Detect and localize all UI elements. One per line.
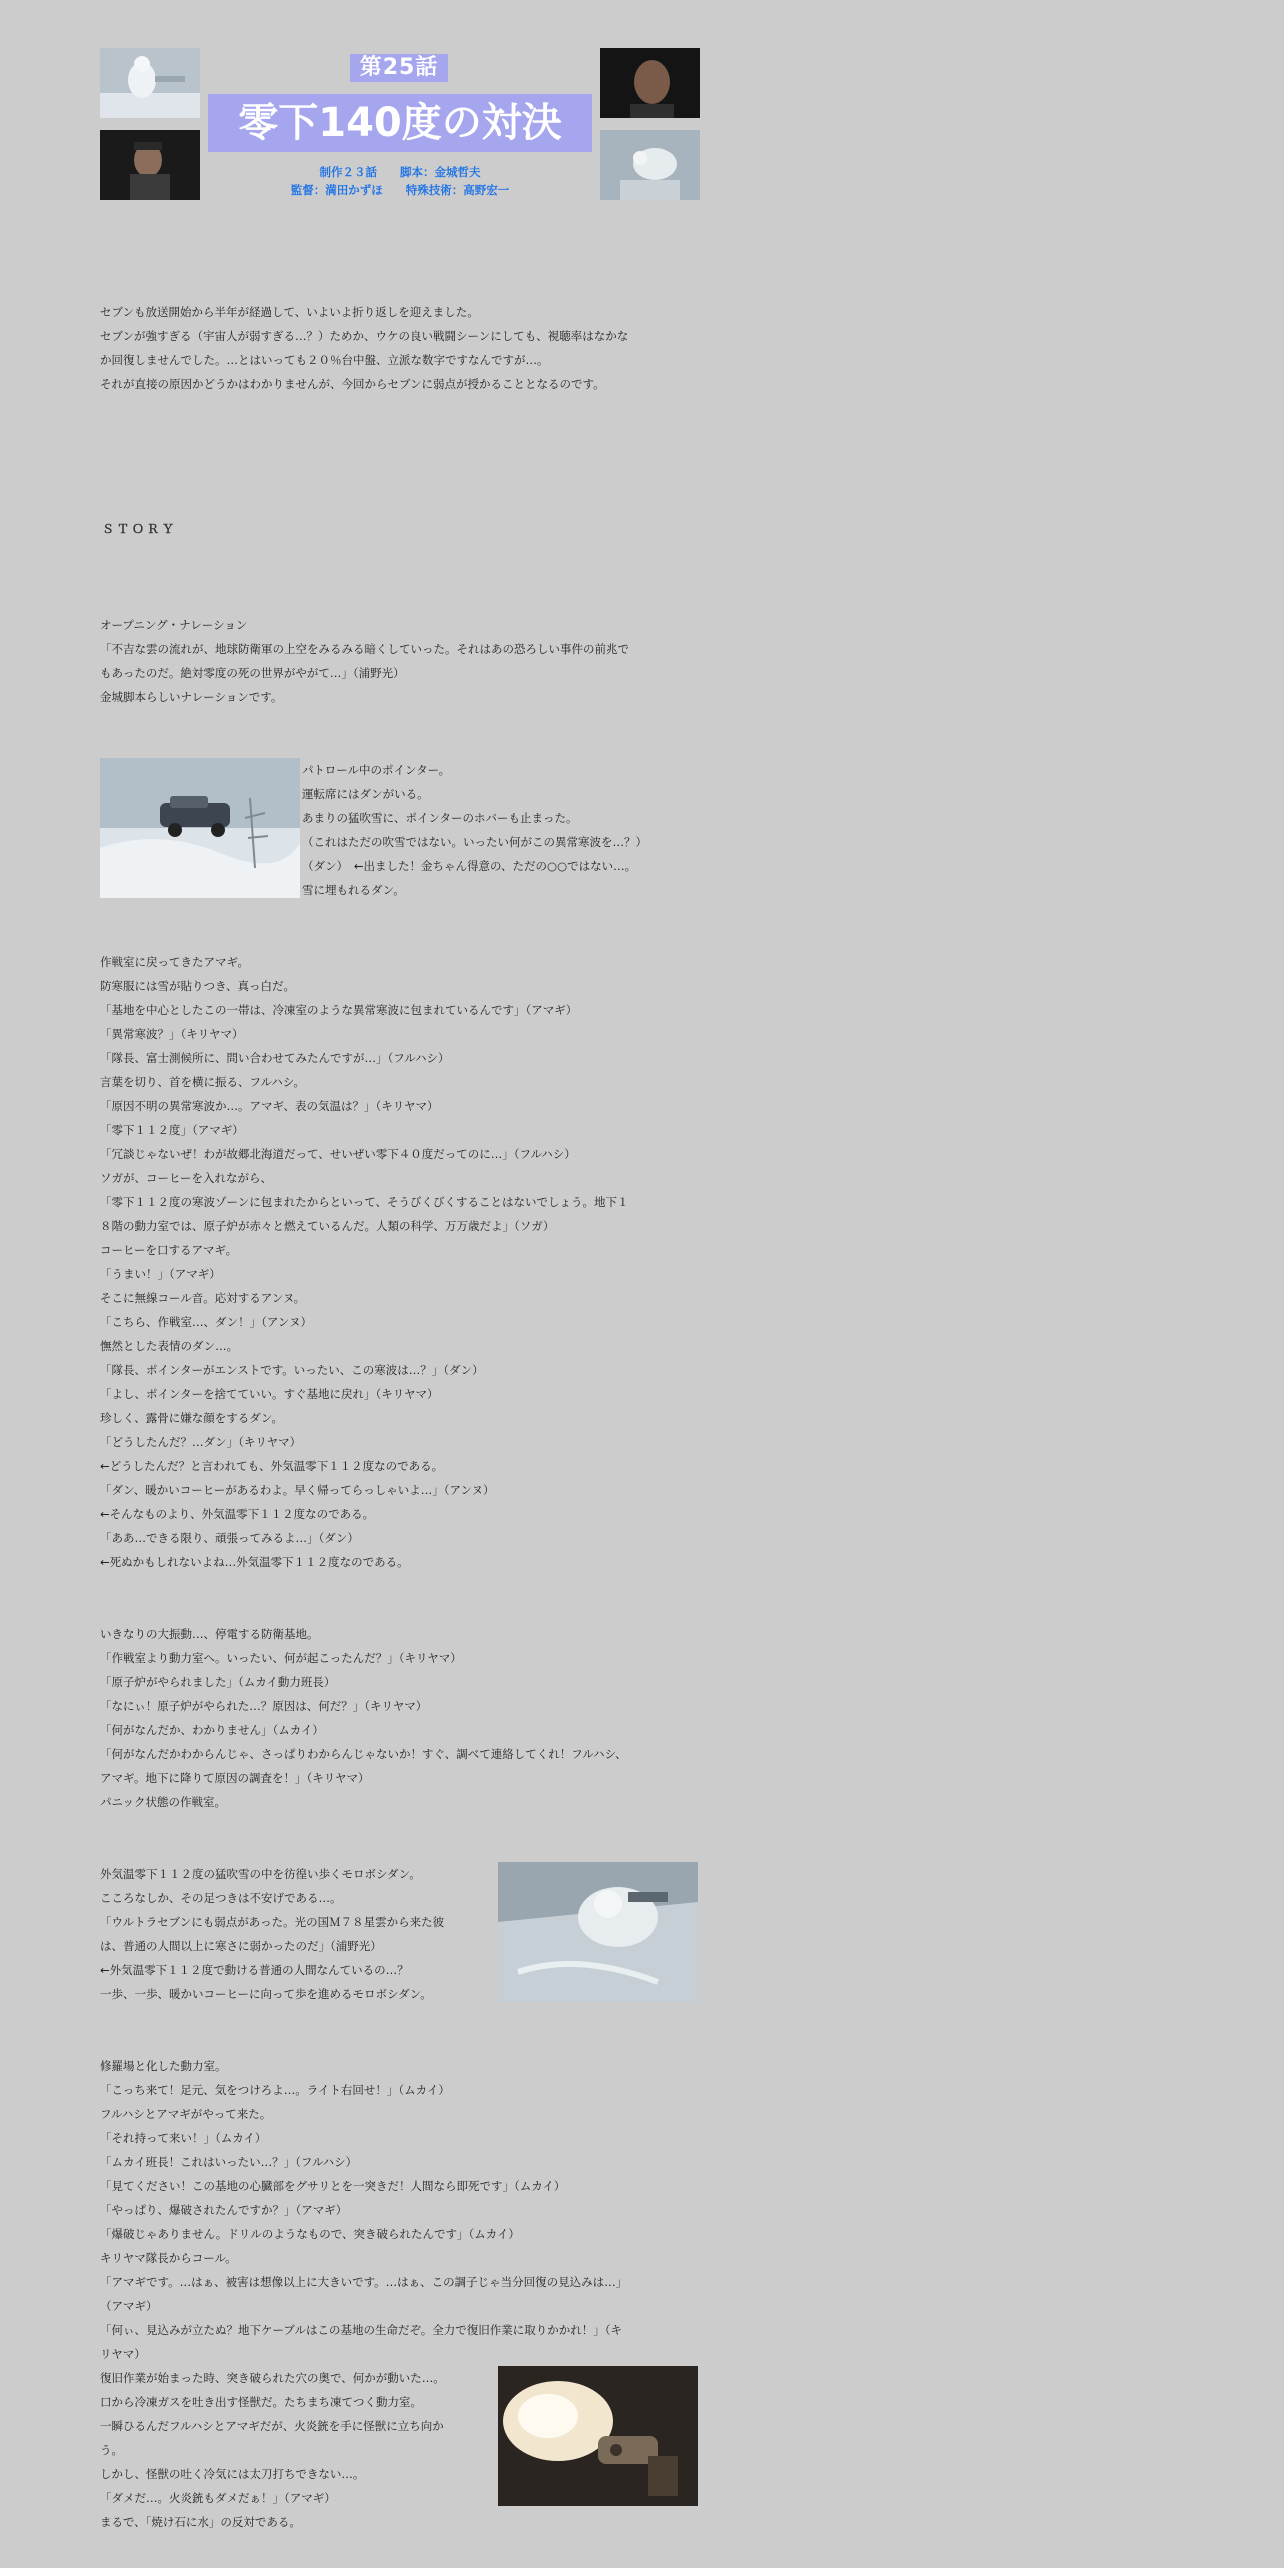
power-room-line: リヤマ）: [100, 2347, 146, 2361]
restoration-line: 復旧作業が始まった時、突き破られた穴の奥で、何かが動いた…。: [100, 2371, 445, 2385]
command-room-line: 「ダン、暖かいコーヒーがあるわよ。早く帰ってらっしゃいよ…」（アンヌ）: [100, 1483, 495, 1497]
command-room-line: 「原因不明の異常寒波か…。アマギ、表の気温は？」（キリヤマ）: [100, 1099, 439, 1113]
thumb-dark-officer: [100, 130, 200, 200]
blackout-line: 「作戦室より動力室へ。いったい、何が起こったんだ？」（キリヤマ）: [100, 1651, 462, 1665]
moroboshi-line: 「ウルトラセブンにも弱点があった。光の国Ｍ７８星雲から来た彼: [100, 1915, 445, 1929]
moroboshi-paragraph: [100, 1862, 498, 2006]
patrol-line: あまりの猛吹雪に、ポインターのホバーも止まった。: [302, 811, 578, 825]
patrol-paragraph: [302, 758, 700, 902]
intro-line: それが直接の原因かどうかはわかりませんが、今回からセブンに弱点が授かることとなるのです。: [100, 377, 605, 391]
command-room-line: 「異常寒波？」（キリヤマ）: [100, 1027, 244, 1041]
intro-paragraph: [100, 300, 700, 396]
blackout-line: 「何がなんだか、わかりません」（ムカイ）: [100, 1723, 324, 1737]
staff-credit-line-2: 監督：満田かずほ 特殊技術：高野宏一: [290, 183, 510, 197]
restoration-paragraph: [100, 2366, 498, 2534]
power-room-line: 「それ持って来い！」（ムカイ）: [100, 2131, 267, 2145]
command-room-line: 「どうしたんだ？…ダン」（キリヤマ）: [100, 1435, 302, 1449]
thumb-snow-struggle: [600, 130, 700, 200]
narration-line: 金城脚本らしいナレーションです。: [100, 690, 283, 704]
restoration-line: う。: [100, 2443, 123, 2457]
power-room-line: （アマギ）: [100, 2299, 158, 2313]
thumb-snow-figure: [100, 48, 200, 118]
blackout-line: パニック状態の作戦室。: [100, 1795, 227, 1809]
power-room-line: 修羅場と化した動力室。: [100, 2059, 227, 2073]
power-room-line: 「アマギです。…はぁ、被害は想像以上に大きいです。…はぁ、この調子じゃ当分回復の見込みは…」: [100, 2275, 628, 2289]
command-room-line: 「よし、ポインターを捨てていい。すぐ基地に戻れ」（キリヤマ）: [100, 1387, 439, 1401]
thumb-face-closeup: [600, 48, 700, 118]
command-room-line: 防寒服には雪が貼りつき、真っ白だ。: [100, 979, 296, 993]
patrol-line: 雪に埋もれるダン。: [302, 883, 405, 897]
blackout-line: 「原子炉がやられました」（ムカイ動力班長）: [100, 1675, 336, 1689]
command-room-paragraph: [100, 950, 700, 1574]
command-room-line: 「基地を中心としたこの一帯は、冷凍室のような異常寒波に包まれているんです」（アマギ）: [100, 1003, 578, 1017]
narration-line: オープニング・ナレーション: [100, 618, 248, 632]
moroboshi-line: 一歩、一歩、暖かいコーヒーに向って歩を進めるモロボシダン。: [100, 1987, 432, 2001]
blackout-line: アマギ。地下に降りて原因の調査を！」（キリヤマ）: [100, 1771, 370, 1785]
blackout-line: 「何がなんだかわからんじゃ、さっぱりわからんじゃないか！すぐ、調べて連絡してくれ！フルハシ、: [100, 1747, 627, 1761]
photo-pointer-blizzard: [100, 758, 300, 898]
power-room-line: 「ムカイ班長！これはいったい…？」（フルハシ）: [100, 2155, 358, 2169]
command-room-line: 珍しく、露骨に嫌な顔をするダン。: [100, 1411, 283, 1425]
power-room-paragraph: [100, 2054, 700, 2366]
command-room-line: コーヒーを口するアマギ。: [100, 1243, 238, 1257]
restoration-line: 一瞬ひるんだフルハシとアマギだが、火炎銃を手に怪獣に立ち向か: [100, 2419, 444, 2433]
command-room-line: 言葉を切り、首を横に振る、フルハシ。: [100, 1075, 305, 1089]
moroboshi-line: こころなしか、その足つきは不安げである…。: [100, 1891, 342, 1905]
blackout-line: いきなりの大振動…、停電する防衛基地。: [100, 1627, 319, 1641]
patrol-line: （これはただの吹雪ではない。いったい何がこの異常寒波を…？）: [302, 835, 647, 849]
moroboshi-line: 外気温零下１１２度の猛吹雪の中を彷徨い歩くモロボシダン。: [100, 1867, 421, 1881]
restoration-line: 「ダメだ…。火炎銃もダメだぁ！」（アマギ）: [100, 2491, 336, 2505]
command-room-line: ８階の動力室では、原子炉が赤々と燃えているんだ。人類の科学、万万歳だよ」（ソガ）: [100, 1219, 555, 1233]
command-room-line: そこに無線コール音。応対するアンヌ。: [100, 1291, 306, 1305]
moroboshi-line: は、普通の人間以上に寒さに弱かったのだ」（浦野光）: [100, 1939, 382, 1953]
power-room-line: 「爆破じゃありません。ドリルのようなもので、突き破られたんです」（ムカイ）: [100, 2227, 520, 2241]
intro-line: か回復しませんでした。…とはいっても２０％台中盤、立派な数字ですなんですが…。: [100, 353, 549, 367]
narration-line: もあったのだ。絶対零度の死の世界がやがて…」（浦野光）: [100, 666, 405, 680]
patrol-line: 運転席にはダンがいる。: [302, 787, 429, 801]
command-room-line: ←どうしたんだ？と言われても、外気温零下１１２度なのである。: [100, 1459, 444, 1473]
restoration-line: まるで、「焼け石に水」の反対である。: [100, 2515, 301, 2529]
narration-line: 「不吉な雲の流れが、地球防衛軍の上空をみるみる暗くしていった。それはあの恐ろしい事件の前兆で: [100, 642, 629, 656]
command-room-line: 「零下１１２度」（アマギ）: [100, 1123, 244, 1137]
episode-title: 零下140度の対決: [208, 94, 592, 152]
patrol-line: （ダン） ←出ました！金ちゃん得意の、ただの○○ではない…。: [302, 859, 637, 873]
command-room-line: 「隊長、ポインターがエンストです。いったい、この寒波は…？」（ダン）: [100, 1363, 484, 1377]
command-room-line: ソガが、コーヒーを入れながら、: [100, 1171, 273, 1185]
command-room-line: 「零下１１２度の寒波ゾーンに包まれたからといって、そうびくびくすることはないでしょう。地下１: [100, 1195, 629, 1209]
command-room-line: ←死ぬかもしれないよね…外気温零下１１２度なのである。: [100, 1555, 409, 1569]
restoration-line: 口から冷凍ガスを吐き出す怪獣だ。たちまち凍てつく動力室。: [100, 2395, 422, 2409]
command-room-line: 「ああ…できる限り、頑張ってみるよ…」（ダン）: [100, 1531, 359, 1545]
blackout-line: 「なにぃ！原子炉がやられた…？原因は、何だ？」（キリヤマ）: [100, 1699, 428, 1713]
command-room-line: 憮然とした表情のダン…。: [100, 1339, 239, 1353]
power-room-line: キリヤマ隊長からコール。: [100, 2251, 237, 2265]
power-room-line: 「見てください！この基地の心臓部をグサリとを一突きだ！人間なら即死です」（ムカイ）: [100, 2179, 566, 2193]
episode-header: [100, 48, 700, 202]
patrol-line: パトロール中のポインター。: [302, 763, 451, 777]
power-room-line: フルハシとアマギがやって来た。: [100, 2107, 272, 2121]
intro-line: セブンも放送開始から半年が経過して、いよいよ折り返しを迎えました。: [100, 305, 479, 319]
power-room-line: 「やっぱり、爆破されたんですか？」（アマギ）: [100, 2203, 348, 2217]
staff-credit-line-1: 制作２３話 脚本：金城哲夫: [319, 165, 481, 179]
command-room-line: 「冗談じゃないぜ！わが故郷北海道だって、せいぜい零下４０度だってのに…」（フルハシ）: [100, 1147, 576, 1161]
command-room-line: 「隊長、富士測候所に、問い合わせてみたんですが…」（フルハシ）: [100, 1051, 450, 1065]
power-room-line: 「何ぃ、見込みが立たぬ？地下ケーブルはこの基地の生命だぞ。全力で復旧作業に取りかかれ！」（キ: [100, 2323, 622, 2337]
command-room-line: 「うまい！」（アマギ）: [100, 1267, 221, 1281]
command-room-line: 作戦室に戻ってきたアマギ。: [100, 955, 250, 969]
episode-number: 第25話: [350, 54, 448, 82]
blackout-paragraph: [100, 1622, 700, 1814]
command-room-line: ←そんなものより、外気温零下１１２度なのである。: [100, 1507, 375, 1521]
photo-flamethrower: [498, 2366, 698, 2506]
story-heading: ＳＴＯＲＹ: [102, 522, 178, 536]
restoration-line: しかし、怪獣の吐く冷気には太刀打ちできない…。: [100, 2467, 365, 2481]
power-room-line: 「こっち来て！足元、気をつけろよ…。ライト右回せ！」（ムカイ）: [100, 2083, 450, 2097]
intro-line: セブンが強すぎる（宇宙人が弱すぎる…？）ためか、ウケの良い戦闘シーンにしても、視聴率はなかな: [100, 329, 629, 343]
photo-moroboshi-snow: [498, 1862, 698, 2002]
command-room-line: 「こちら、作戦室…、ダン！」（アンヌ）: [100, 1315, 312, 1329]
narration-paragraph: [100, 613, 700, 709]
moroboshi-line: ←外気温零下１１２度で動ける普通の人間なんているの…？: [100, 1963, 409, 1977]
